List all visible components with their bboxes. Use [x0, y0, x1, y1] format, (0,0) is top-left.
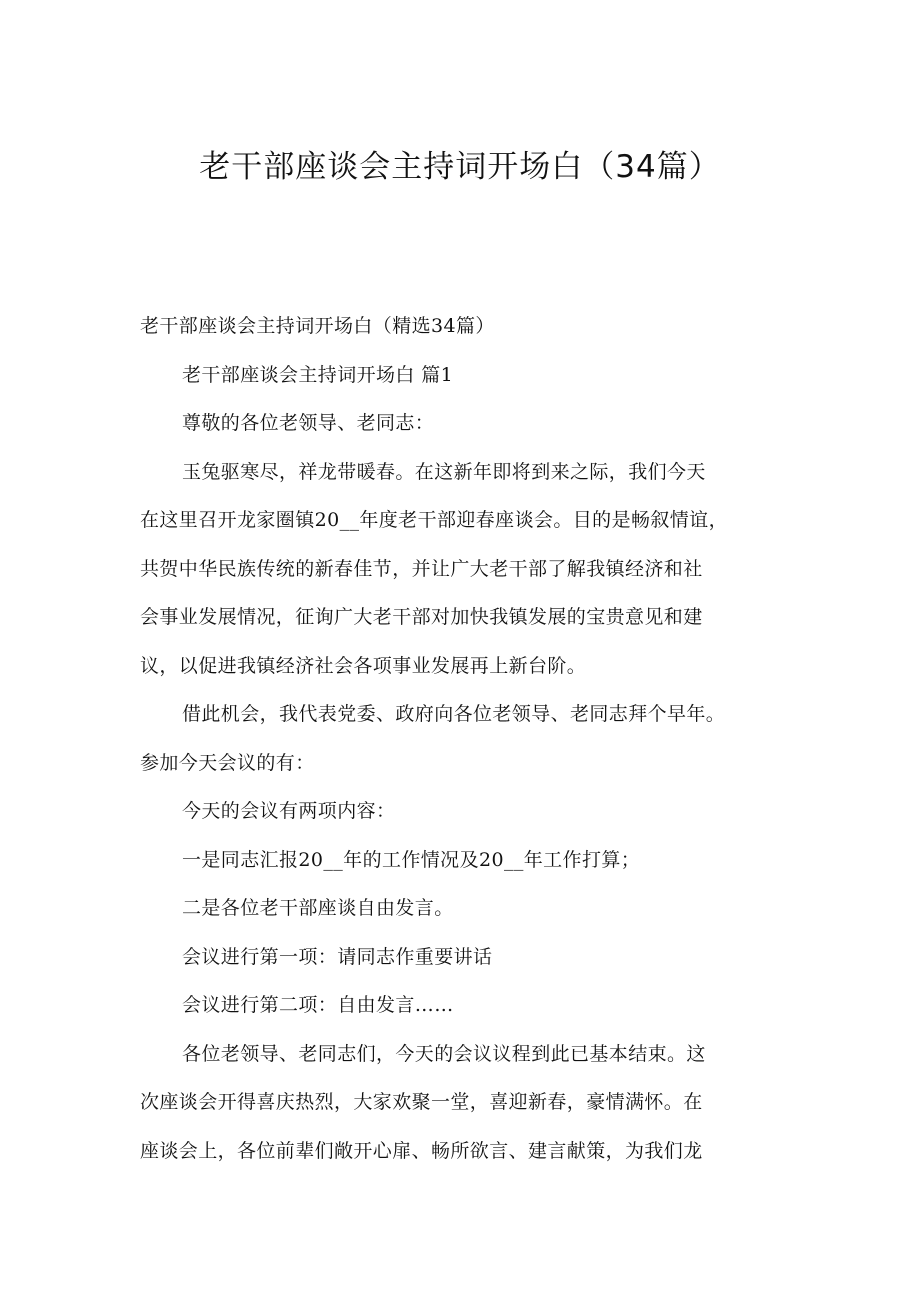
paragraph-line: 尊敬的各位老领导、老同志： — [182, 412, 435, 434]
paragraph-line: 各位老领导、老同志们，今天的会议议程到此已基本结束。这 — [182, 1042, 706, 1065]
paragraph-line: 会议进行第二项：自由发言…… — [182, 994, 454, 1016]
paragraph-line: 老干部座谈会主持词开场白 篇1 — [182, 363, 454, 386]
paragraph-line: 议，以促进我镇经济社会各项事业发展再上新台阶。 — [140, 654, 587, 677]
paragraph-line: 老干部座谈会主持词开场白（精选34篇） — [140, 315, 495, 337]
paragraph-line: 今天的会议有两项内容： — [182, 800, 396, 822]
paragraph-line: 参加今天会议的有： — [140, 751, 315, 774]
document-body — [140, 302, 800, 1175]
paragraph-line: 玉兔驱寒尽，祥龙带暖春。在这新年即将到来之际，我们今天 — [182, 460, 706, 483]
paragraph-line: 借此机会，我代表党委、政府向各位老领导、老同志拜个早年。 — [182, 703, 726, 725]
paragraph-line: 共贺中华民族传统的新春佳节，并让广大老干部了解我镇经济和社 — [140, 557, 703, 580]
paragraph-line: 一是同志汇报20__年的工作情况及20__年工作打算； — [182, 848, 641, 871]
paragraph-line: 座谈会上，各位前辈们敞开心扉、畅所欲言、建言献策，为我们龙 — [140, 1139, 703, 1162]
paragraph-line: 在这里召开龙家圈镇20__年度老干部迎春座谈会。目的是畅叙情谊， — [140, 509, 728, 531]
paragraph-line: 次座谈会开得喜庆热烈，大家欢聚一堂，喜迎新春，豪情满怀。在 — [140, 1091, 703, 1113]
paragraph-line: 二是各位老干部座谈自由发言。 — [182, 897, 454, 919]
paragraph-line: 会事业发展情况，征询广大老干部对加快我镇发展的宝贵意见和建 — [140, 606, 703, 628]
paragraph-line: 会议进行第一项：请同志作重要讲话 — [182, 945, 493, 968]
document-title: 老干部座谈会主持词开场白（34篇） — [199, 149, 721, 185]
